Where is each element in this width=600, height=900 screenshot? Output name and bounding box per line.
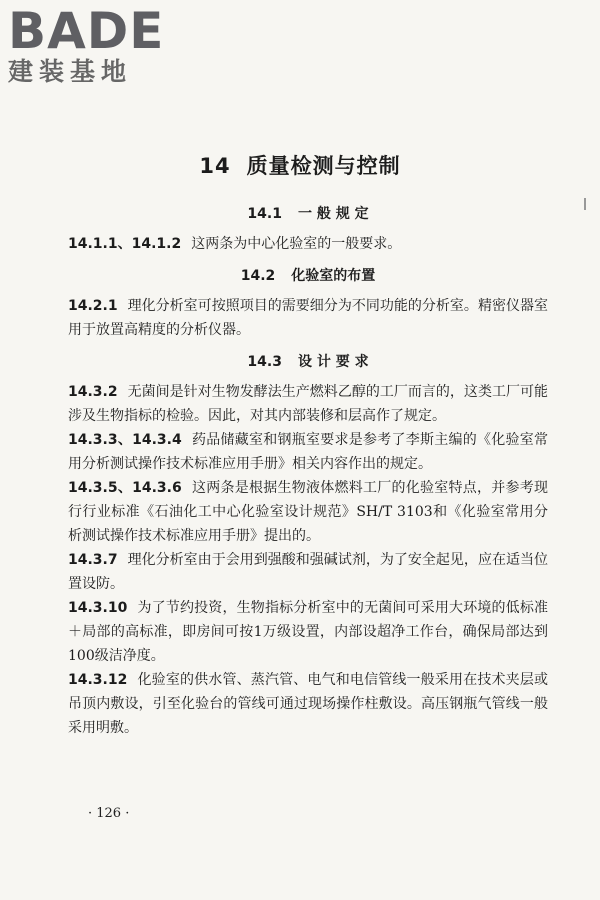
section-number: 14.2 [240, 268, 276, 284]
clause-paragraph [68, 668, 548, 740]
section-heading [68, 264, 548, 288]
clause-number: 14.3.10 [68, 600, 128, 616]
section-title: 一 般 规 定 [297, 206, 369, 222]
clause-text: 这两条是根据生物液体燃料工厂的化验室特点，并参考现行行业标准《石油化工中心化验室设计规范》SH/T 3103和《化验室常用分析测试操作技术标准应用手册》提出的。 [68, 480, 549, 544]
clause-number: 14.3.2 [68, 384, 118, 400]
clause-number: 14.1.1、14.1.2 [68, 236, 182, 252]
section-heading [68, 350, 548, 374]
logo-subtitle: 建装基地 [8, 57, 133, 86]
clause-number: 14.3.7 [68, 552, 118, 568]
chapter-title [0, 152, 600, 180]
section-heading [68, 202, 548, 226]
section-title: 化验室的布置 [291, 268, 376, 284]
clause-paragraph [68, 428, 548, 476]
clause-text: 化验室的供水管、蒸汽管、电气和电信管线一般采用在技术夹层或吊顶内敷设，引至化验台的管线可通过现场操作柱敷设。高压钢瓶气管线一般采用明敷。 [68, 672, 548, 736]
clause-text: 无菌间是针对生物发酵法生产燃料乙醇的工厂而言的，这类工厂可能涉及生物指标的检验。因此，对其内部装修和层高作了规定。 [68, 384, 548, 424]
page-content [68, 198, 548, 740]
page-number: · 126 · [88, 806, 130, 821]
clause-paragraph [68, 232, 548, 256]
clause-number: 14.3.3、14.3.4 [68, 432, 182, 448]
clause-number: 14.3.12 [68, 672, 128, 688]
chapter-number: 14 [199, 154, 231, 179]
clause-paragraph [68, 294, 548, 342]
section-title: 设 计 要 求 [297, 354, 369, 370]
clause-paragraph [68, 380, 548, 428]
clause-text: 理化分析室可按照项目的需要细分为不同功能的分析室。精密仪器室用于放置高精度的分析仪器。 [68, 298, 548, 338]
logo [8, 2, 183, 87]
clause-number: 14.2.1 [68, 298, 118, 314]
section-number: 14.3 [247, 354, 282, 370]
clause-text: 理化分析室由于会用到强酸和强碱试剂，为了安全起见，应在适当位置设防。 [68, 552, 548, 592]
margin-mark [584, 198, 586, 210]
clause-paragraph [68, 476, 548, 548]
clause-text: 这两条为中心化验室的一般要求。 [191, 236, 402, 252]
clause-text: 为了节约投资，生物指标分析室中的无菌间可采用大环境的低标准＋局部的高标准，即房间可按1万级设置，内部设超净工作台，确保局部达到100级洁净度。 [68, 600, 548, 664]
clause-paragraph [68, 548, 548, 596]
section-number: 14.1 [247, 206, 282, 222]
chapter-title-text: 质量检测与控制 [246, 154, 401, 179]
logo-brand: BADE [8, 2, 165, 60]
clause-number: 14.3.5、14.3.6 [68, 480, 182, 496]
clause-paragraph [68, 596, 548, 668]
clause-text: 药品储藏室和钢瓶室要求是参考了李斯主编的《化验室常用分析测试操作技术标准应用手册》相关内容作出的规定。 [68, 432, 549, 472]
